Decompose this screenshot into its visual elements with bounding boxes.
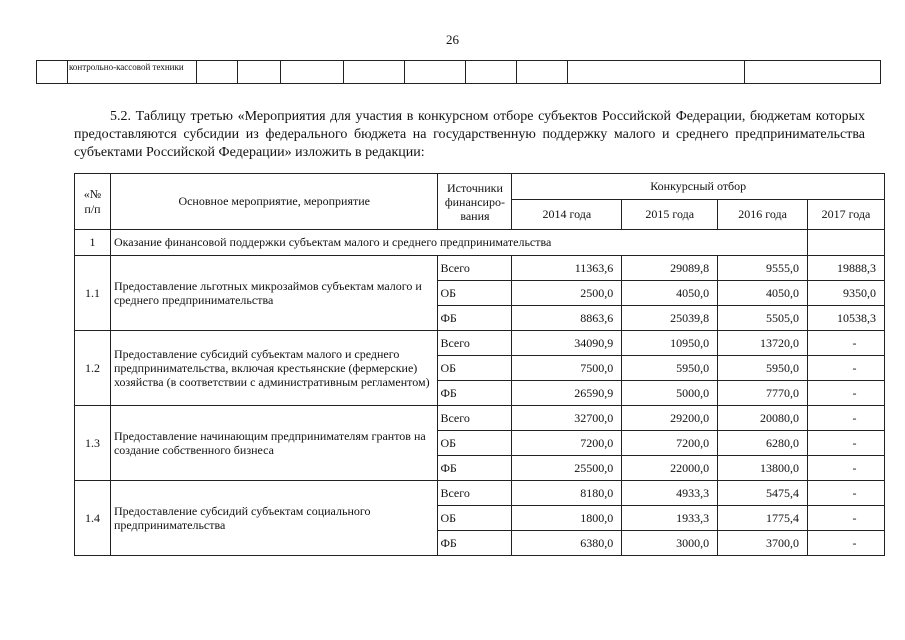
intro-paragraph: 5.2. Таблицу третью «Мероприятия для участия в конкурсном отборе субъектов Российской Федерации, бюджетам которых предоставляются субсидии из федерального бюджета на государственную поддержку малого и среднего предпринимательства субъектами Российской Федерации» изложить в редакции:: [74, 109, 865, 160]
funding-source: ОБ: [438, 431, 512, 456]
amount-cell: 29200,0: [622, 406, 718, 431]
amount-cell: 34090,9: [512, 331, 622, 356]
event-name: Предоставление начинающим предпринимателям грантов на создание собственного бизнеса: [110, 406, 437, 481]
section-title: Оказание финансовой поддержки субъектам малого и среднего предпринимательства: [110, 230, 807, 256]
header-year-2017: 2017 года: [808, 200, 885, 230]
funding-source: ФБ: [438, 531, 512, 556]
amount-cell: -: [808, 356, 885, 381]
table-cell: [808, 230, 885, 256]
funding-source: Всего: [438, 331, 512, 356]
amount-cell: 10950,0: [622, 331, 718, 356]
amount-cell: 26590,9: [512, 381, 622, 406]
table-cell: [344, 61, 405, 84]
header-year-2015: 2015 года: [622, 200, 718, 230]
amount-cell: 1933,3: [622, 506, 718, 531]
amount-cell: 11363,6: [512, 256, 622, 281]
amount-cell: 5950,0: [622, 356, 718, 381]
amount-cell: 13800,0: [718, 456, 808, 481]
table-cell: [197, 61, 238, 84]
previous-table-fragment: [36, 60, 881, 84]
amount-cell: 32700,0: [512, 406, 622, 431]
amount-cell: 7200,0: [622, 431, 718, 456]
amount-cell: 2500,0: [512, 281, 622, 306]
amount-cell: 9555,0: [718, 256, 808, 281]
funding-source: Всего: [438, 256, 512, 281]
row-number: 1.3: [75, 406, 111, 481]
table-cell: [745, 61, 881, 84]
amount-cell: 5000,0: [622, 381, 718, 406]
table-cell: [517, 61, 568, 84]
amount-cell: 3700,0: [718, 531, 808, 556]
amount-cell: 7770,0: [718, 381, 808, 406]
header-year-2016: 2016 года: [718, 200, 808, 230]
amount-cell: 6280,0: [718, 431, 808, 456]
event-name: Предоставление субсидий субъектам малого и среднего предпринимательства, включая крестьянские (фермерские) хозяйства (в соответствии с административным регламентом): [110, 331, 437, 406]
table-row: [75, 481, 885, 506]
amount-cell: 4050,0: [622, 281, 718, 306]
amount-cell: -: [808, 506, 885, 531]
header-event: Основное мероприятие, мероприятие: [110, 174, 437, 230]
amount-cell: 4050,0: [718, 281, 808, 306]
header-year-2014: 2014 года: [512, 200, 622, 230]
table-cell: [466, 61, 517, 84]
amount-cell: 19888,3: [808, 256, 885, 281]
amount-cell: 8863,6: [512, 306, 622, 331]
amount-cell: -: [808, 481, 885, 506]
header-number: «№ п/п: [75, 174, 111, 230]
funding-source: Всего: [438, 406, 512, 431]
amount-cell: 6380,0: [512, 531, 622, 556]
funding-source: ОБ: [438, 506, 512, 531]
funding-source: Всего: [438, 481, 512, 506]
amount-cell: 29089,8: [622, 256, 718, 281]
table-row: [75, 256, 885, 281]
funding-source: ОБ: [438, 356, 512, 381]
amount-cell: 9350,0: [808, 281, 885, 306]
amount-cell: 5950,0: [718, 356, 808, 381]
amount-cell: 8180,0: [512, 481, 622, 506]
funding-source: ФБ: [438, 306, 512, 331]
amount-cell: -: [808, 456, 885, 481]
amount-cell: -: [808, 381, 885, 406]
amount-cell: -: [808, 531, 885, 556]
funding-source: ОБ: [438, 281, 512, 306]
table-cell: [568, 61, 745, 84]
row-number: 1.4: [75, 481, 111, 556]
amount-cell: 25500,0: [512, 456, 622, 481]
amount-cell: 3000,0: [622, 531, 718, 556]
events-table: [74, 173, 885, 556]
table-cell: [405, 61, 466, 84]
funding-source: ФБ: [438, 456, 512, 481]
funding-source: ФБ: [438, 381, 512, 406]
row-number: 1.1: [75, 256, 111, 331]
table-row: [75, 331, 885, 356]
table-row: [75, 406, 885, 431]
amount-cell: 5475,4: [718, 481, 808, 506]
amount-cell: 10538,3: [808, 306, 885, 331]
amount-cell: 1775,4: [718, 506, 808, 531]
amount-cell: 25039,8: [622, 306, 718, 331]
header-sources: Источники финансиро-вания: [438, 174, 512, 230]
amount-cell: 1800,0: [512, 506, 622, 531]
amount-cell: -: [808, 431, 885, 456]
table-cell: [281, 61, 344, 84]
event-name: Предоставление льготных микрозаймов субъектам малого и среднего предпринимательства: [110, 256, 437, 331]
event-name: Предоставление субсидий субъектам социального предпринимательства: [110, 481, 437, 556]
amount-cell: -: [808, 406, 885, 431]
amount-cell: -: [808, 331, 885, 356]
table-cell: [37, 61, 68, 84]
section-number: 1: [75, 230, 111, 256]
amount-cell: 22000,0: [622, 456, 718, 481]
table-cell: контрольно-кассовой техники: [68, 61, 197, 84]
header-competition: Конкурсный отбор: [512, 174, 885, 200]
row-number: 1.2: [75, 331, 111, 406]
amount-cell: 4933,3: [622, 481, 718, 506]
page-number: 26: [446, 32, 459, 47]
amount-cell: 7500,0: [512, 356, 622, 381]
table-cell: [238, 61, 281, 84]
amount-cell: 13720,0: [718, 331, 808, 356]
amount-cell: 20080,0: [718, 406, 808, 431]
amount-cell: 5505,0: [718, 306, 808, 331]
amount-cell: 7200,0: [512, 431, 622, 456]
